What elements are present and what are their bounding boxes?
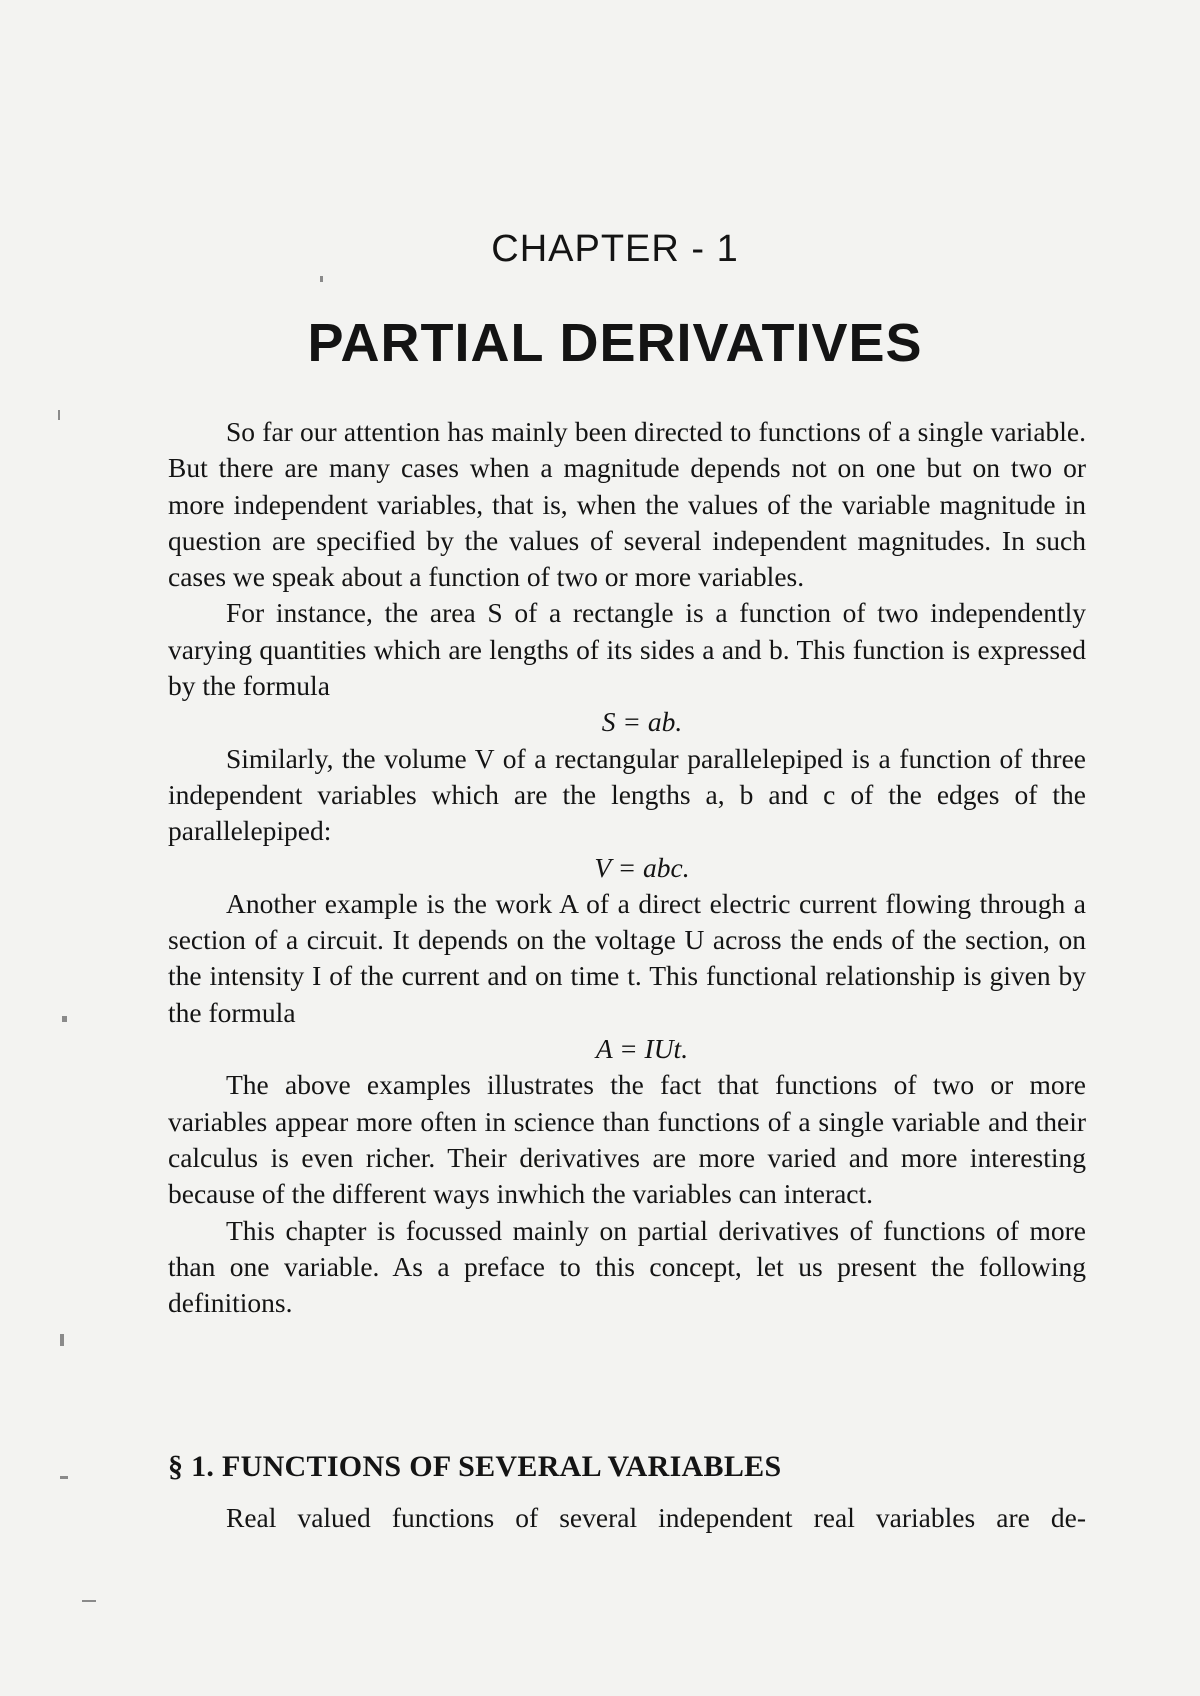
scan-mark	[320, 276, 323, 282]
paragraph-electric-work: Another example is the work A of a direct electric current flowing through a section of a circuit. It depends on the voltage U across the ends of the section, on the intensity I of the current and on time t. This functional relationship is given by the formula	[168, 887, 1086, 1028]
formula-work: A = IUt.	[595, 1033, 689, 1065]
formula-volume: V = abc.	[594, 851, 690, 883]
chapter-label: CHAPTER - 1	[491, 228, 739, 270]
scan-mark	[60, 1476, 68, 1479]
section-first-line: Real valued functions of several independent real variables are de-	[226, 1502, 1086, 1533]
scan-mark	[62, 1016, 67, 1022]
formula-area: S = ab.	[601, 706, 683, 738]
scan-mark	[60, 1334, 64, 1346]
scan-mark	[82, 1600, 96, 1602]
body-text	[168, 414, 1086, 1321]
paragraph-chapter-focus: This chapter is focussed mainly on partial derivatives of functions of more than one variable. As a preface to this concept, let us present the following definitions.	[168, 1214, 1086, 1319]
paragraph-rectangle-area: For instance, the area S of a rectangle is a function of two independently varying quantities which are lengths of its sides a and b. This function is expressed by the formula	[168, 597, 1086, 702]
chapter-title: PARTIAL DERIVATIVES	[307, 313, 923, 373]
scan-mark	[58, 410, 60, 420]
paragraph-intro: So far our attention has mainly been directed to functions of a single variable. But there are many cases when a magnitude depends not on one but on two or more independent variables, that is, when the values of the variable magnitude in question are specified by the values of several independent magnitudes. In such cases we speak about a function of two or more variables.	[168, 416, 1086, 593]
section-heading: § 1. FUNCTIONS OF SEVERAL VARIABLES	[168, 1450, 782, 1483]
paragraph-parallelepiped-volume: Similarly, the volume V of a rectangular parallelepiped is a function of three independent variables which are the lengths a, b and c of the edges of the parallelepiped:	[168, 742, 1086, 847]
paragraph-examples-summary: The above examples illustrates the fact that functions of two or more variables appear more often in science than functions of a single variable and their calculus is even richer. Their derivatives are more varied and more interesting because of the different ways inwhich the variables can interact.	[168, 1069, 1086, 1210]
